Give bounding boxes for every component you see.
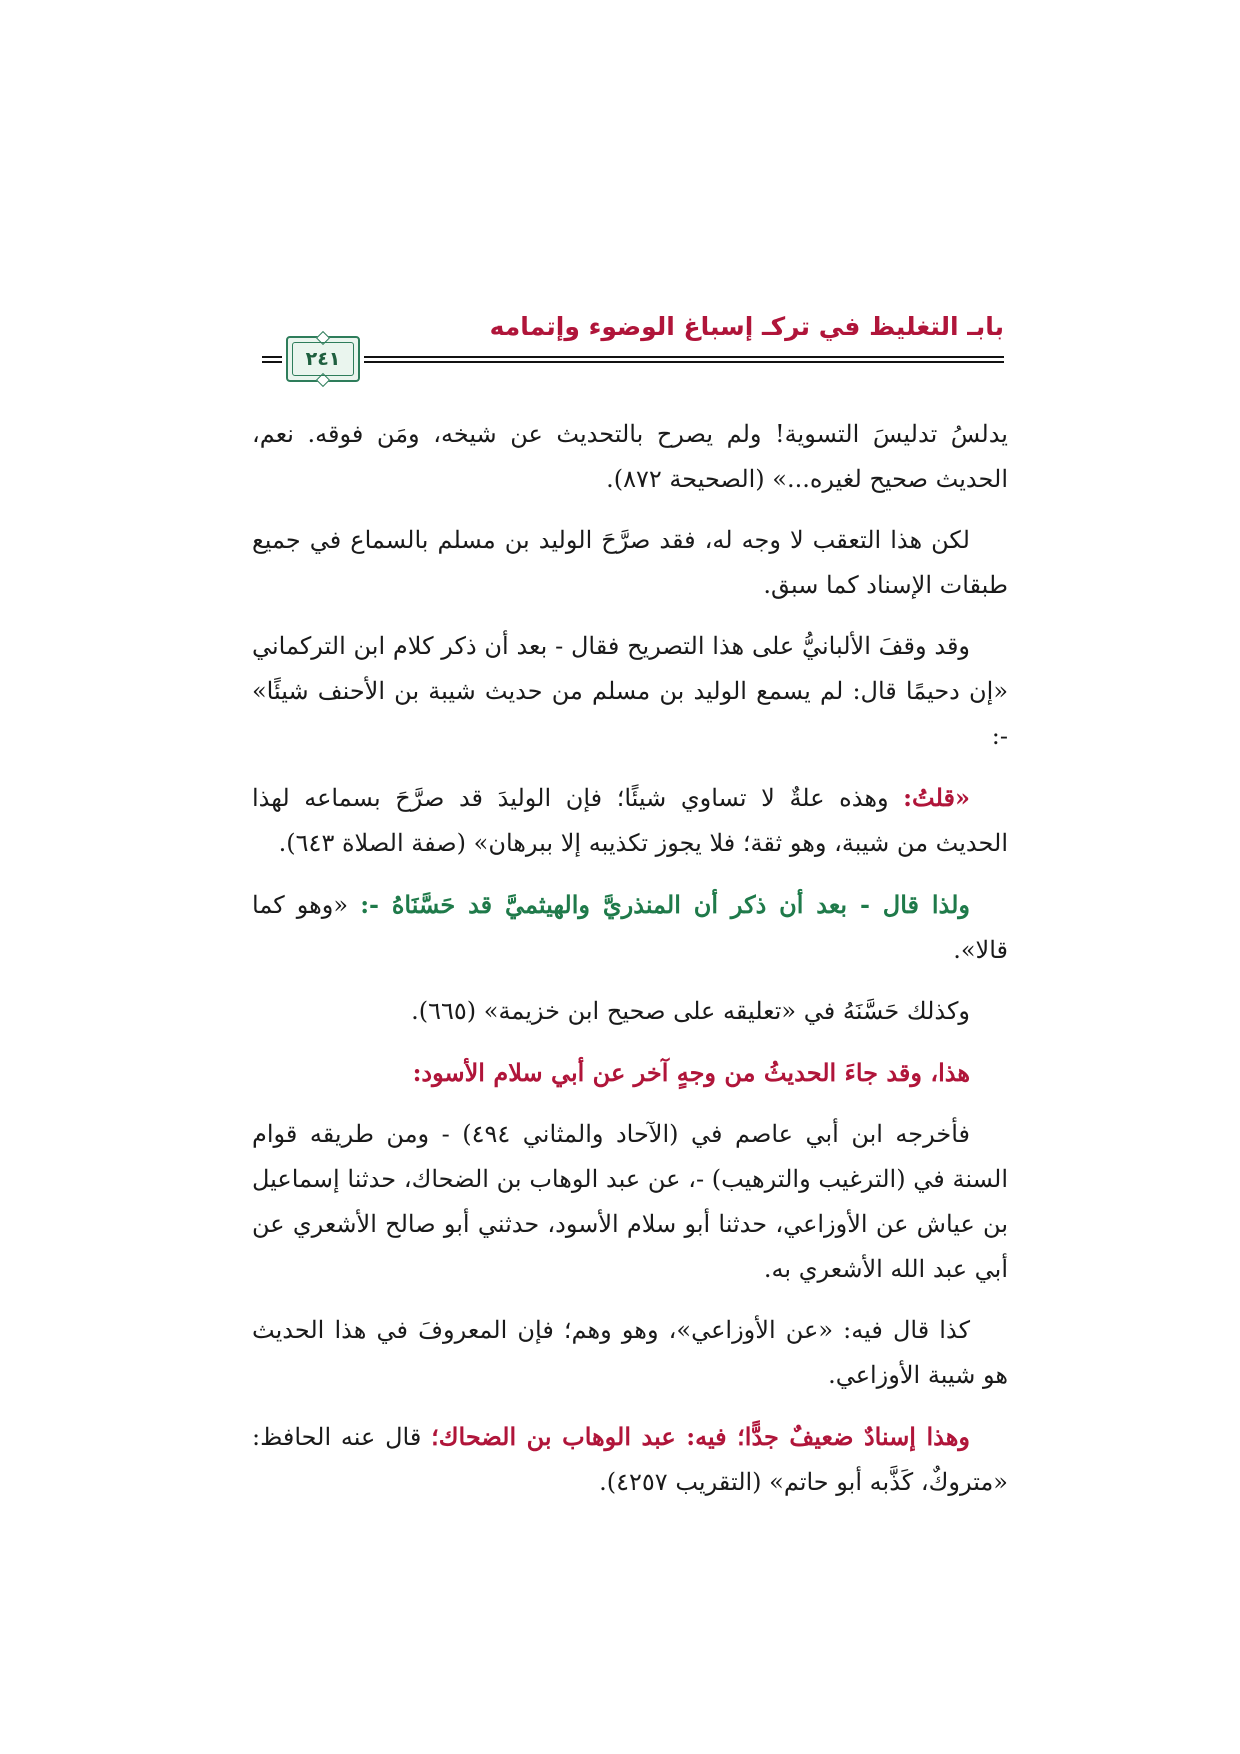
header-rule — [364, 356, 1004, 363]
paragraph-text: «وهو كما قالا». — [252, 891, 1008, 964]
page-body — [252, 412, 1008, 1521]
paragraph-text: وهذه علةٌ لا تساوي شيئًا؛ فإن الوليدَ قد صرَّحَ بسماعه لهذا الحديث من شيبة، وهو ثقة؛ فلا يجوز تكذيبه إلا ببرهان» (صفة الصلاة ٦٤٣). — [252, 784, 1008, 857]
paragraph — [252, 1308, 1008, 1398]
paragraph — [252, 989, 1008, 1034]
paragraph-text: فأخرجه ابن أبي عاصم في (الآحاد والمثاني ٤٩٤) - ومن طريقه قوام السنة في (الترغيب والترهيب) -، عن عبد الوهاب بن الضحاك، حدثنا إسماعيل بن عياش عن الأوزاعي، حدثنا أبو سلام الأسود، حدثني أبو صالح الأشعري عن أبي عبد الله الأشعري به. — [252, 1120, 1008, 1283]
section-heading — [252, 1050, 1008, 1096]
paragraph — [252, 412, 1008, 502]
header-rule-short — [262, 356, 282, 363]
paragraph — [252, 624, 1008, 759]
highlighted-lead: وهذا إسنادٌ ضعيفٌ جدًّا؛ فيه: عبد الوهاب بن الضحاك؛ — [431, 1422, 970, 1451]
paragraph-text: وقد وقفَ الألبانيُّ على هذا التصريح فقال - بعد أن ذكر كلام ابن التركماني «إن دحيمًا قال: لم يسمع الوليد بن مسلم من حديث شيبة بن الأحنف شيئًا» -: — [252, 632, 1008, 750]
paragraph — [252, 1112, 1008, 1292]
page-number: ٢٤١ — [305, 348, 341, 370]
paragraph-text: لكن هذا التعقب لا وجه له، فقد صرَّحَ الوليد بن مسلم بالسماع في جميع طبقات الإسناد كما سبق. — [252, 526, 1008, 599]
page-header — [262, 312, 1004, 372]
chapter-title: بابـ التغليظ في تركـ إسباغ الوضوء وإتمامه — [489, 312, 1004, 341]
quote-lead: «قلتُ: — [903, 783, 970, 812]
highlighted-lead: ولذا قال - بعد أن ذكر أن المنذريَّ والهيثميَّ قد حَسَّنَاهُ -: — [360, 890, 970, 919]
paragraph-text: يدلسُ تدليسَ التسوية! ولم يصرح بالتحديث عن شيخه، ومَن فوقه. نعم، الحديث صحيح لغيره...» (الصحيحة ٨٧٢). — [252, 420, 1008, 493]
page-number-badge — [286, 336, 360, 382]
paragraph-text: وكذلك حَسَّنَهُ في «تعليقه على صحيح ابن خزيمة» (٦٦٥). — [411, 997, 970, 1025]
paragraph — [252, 882, 1008, 973]
paragraph — [252, 518, 1008, 608]
paragraph — [252, 1414, 1008, 1505]
quote-paragraph — [252, 775, 1008, 866]
paragraph-text: قال عنه الحافظ: «متروكٌ، كَذَّبه أبو حاتم» (التقريب ٤٢٥٧). — [252, 1423, 1008, 1496]
paragraph-text: كذا قال فيه: «عن الأوزاعي»، وهو وهم؛ فإن المعروفَ في هذا الحديث هو شيبة الأوزاعي. — [252, 1316, 1008, 1389]
heading-text: هذا، وقد جاءَ الحديثُ من وجهٍ آخر عن أبي سلام الأسود: — [412, 1058, 970, 1087]
